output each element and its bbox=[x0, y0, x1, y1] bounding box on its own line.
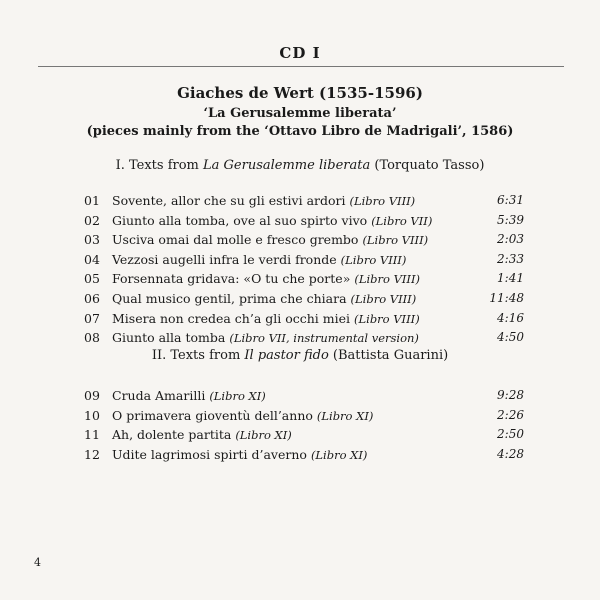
track-libro: (Libro VIII) bbox=[350, 291, 417, 306]
track-title: Forsennata gridava: «O tu che porte» bbox=[112, 271, 351, 287]
track-title-group bbox=[112, 250, 406, 271]
track-number: 07 bbox=[84, 310, 100, 326]
track-title-group bbox=[112, 445, 367, 466]
track-duration: 5:39 bbox=[497, 212, 524, 227]
track-number: 11 bbox=[84, 427, 100, 443]
track-duration: 2:03 bbox=[497, 232, 524, 247]
track-title-group bbox=[112, 289, 416, 310]
track-libro: (Libro VII) bbox=[371, 213, 433, 228]
track-number: 09 bbox=[84, 388, 100, 403]
section-source: La Gerusalemme liberata bbox=[203, 158, 371, 173]
track-title: Ah, dolente partita bbox=[112, 427, 232, 443]
section-heading-2 bbox=[0, 348, 600, 363]
track-duration: 6:31 bbox=[497, 193, 524, 207]
track-duration: 2:33 bbox=[497, 251, 524, 266]
track-libro: (Libro VIII) bbox=[349, 194, 416, 208]
track-libro: (Libro VIII) bbox=[354, 272, 420, 287]
track-number: 04 bbox=[84, 251, 100, 267]
header-divider bbox=[38, 66, 564, 67]
track-duration: 4:16 bbox=[497, 310, 524, 325]
track-libro: (Libro VIII) bbox=[354, 311, 420, 326]
track-duration: 2:26 bbox=[497, 407, 524, 422]
track-row bbox=[84, 230, 524, 250]
track-duration: 2:50 bbox=[497, 427, 524, 442]
track-title: O primavera gioventù dell’anno bbox=[112, 407, 313, 423]
page-number: 4 bbox=[34, 556, 41, 569]
track-duration: 1:41 bbox=[497, 271, 524, 286]
section-suffix: (Battista Guarini) bbox=[328, 348, 449, 363]
track-row bbox=[84, 191, 524, 211]
section-suffix: (Torquato Tasso) bbox=[370, 158, 485, 173]
track-title-group bbox=[112, 309, 420, 330]
track-duration: 4:50 bbox=[497, 330, 524, 345]
track-row bbox=[84, 269, 524, 289]
track-row bbox=[84, 386, 524, 406]
track-title: Qual musico gentil, prima che chiara bbox=[112, 290, 347, 306]
track-title-group bbox=[112, 425, 292, 446]
track-number: 10 bbox=[84, 407, 100, 423]
track-libro: (Libro XI) bbox=[316, 408, 374, 423]
section-source: Il pastor fido bbox=[244, 348, 329, 363]
track-title: Sovente, allor che su gli estivi ardori bbox=[112, 193, 346, 208]
track-libro: (Libro XI) bbox=[310, 447, 368, 462]
track-libro: (Libro VIII) bbox=[340, 252, 407, 267]
track-row bbox=[84, 406, 524, 426]
track-list-1 bbox=[84, 191, 524, 348]
track-title: Giunto alla tomba bbox=[112, 330, 226, 346]
track-title-group bbox=[112, 386, 266, 407]
composer-heading: Giaches de Wert (1535-1596) bbox=[177, 84, 423, 102]
track-duration: 9:28 bbox=[497, 388, 524, 402]
work-title: ‘La Gerusalemme liberata’ bbox=[203, 106, 397, 121]
section-heading-1 bbox=[0, 158, 600, 173]
track-row bbox=[84, 289, 524, 309]
track-title: Cruda Amarilli bbox=[112, 388, 206, 403]
cd-title: CD I bbox=[279, 44, 321, 62]
track-title-group bbox=[112, 230, 428, 251]
track-row bbox=[84, 425, 524, 445]
track-libro: (Libro VII, instrumental version) bbox=[229, 331, 419, 346]
track-row bbox=[84, 309, 524, 329]
section-prefix: Texts from bbox=[128, 158, 204, 173]
track-number: 08 bbox=[84, 330, 100, 346]
track-libro: (Libro VIII) bbox=[362, 233, 429, 248]
track-number: 06 bbox=[84, 290, 100, 306]
track-title: Usciva omai dal molle e fresco grembo bbox=[112, 232, 359, 248]
track-number: 01 bbox=[84, 193, 100, 208]
track-libro: (Libro XI) bbox=[235, 428, 292, 443]
track-title-group bbox=[112, 211, 432, 232]
track-title-group bbox=[112, 328, 419, 349]
section-numeral: II. bbox=[151, 348, 167, 363]
section-numeral: I. bbox=[115, 158, 125, 173]
track-number: 05 bbox=[84, 271, 100, 287]
track-duration: 11:48 bbox=[489, 290, 524, 305]
track-title-group bbox=[112, 269, 420, 290]
work-subtitle: (pieces mainly from the ‘Ottavo Libro de Madrigali’, 1586) bbox=[86, 124, 514, 139]
track-list-2 bbox=[84, 386, 524, 464]
track-title: Udite lagrimosi spirti d’averno bbox=[112, 446, 307, 462]
track-number: 02 bbox=[84, 212, 100, 228]
track-libro: (Libro XI) bbox=[209, 389, 266, 403]
track-title-group bbox=[112, 191, 415, 212]
track-title-group bbox=[112, 406, 373, 427]
section-prefix: Texts from bbox=[170, 348, 245, 363]
track-row bbox=[84, 328, 524, 348]
track-row bbox=[84, 211, 524, 231]
track-title: Vezzosi augelli infra le verdi fronde bbox=[112, 251, 337, 267]
track-number: 12 bbox=[84, 446, 100, 462]
track-title: Giunto alla tomba, ove al suo spirto vivo bbox=[112, 212, 368, 228]
track-number: 03 bbox=[84, 232, 100, 248]
track-title: Misera non credea ch’a gli occhi miei bbox=[112, 310, 351, 326]
track-row bbox=[84, 445, 524, 465]
track-duration: 4:28 bbox=[497, 446, 524, 461]
track-row bbox=[84, 250, 524, 270]
